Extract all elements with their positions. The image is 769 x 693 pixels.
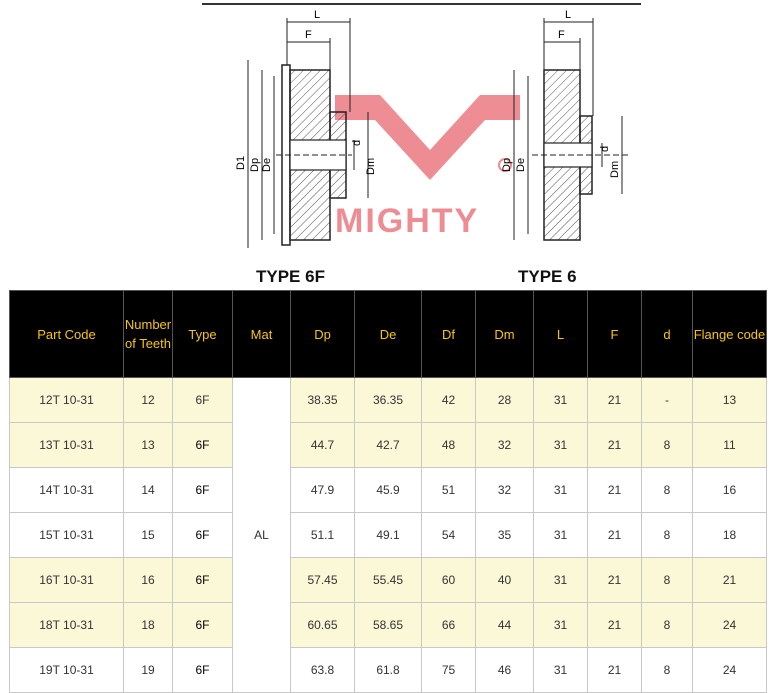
cell-dp: 63.8	[291, 648, 355, 693]
cell-part-code: 15T 10-31	[10, 513, 124, 558]
dim-f-6: F	[558, 29, 565, 41]
cell-teeth: 12	[124, 378, 173, 423]
dim-d1-6f: D1	[235, 155, 247, 170]
technical-drawing	[0, 0, 769, 290]
cell-f: 21	[588, 513, 642, 558]
cell-flange-code: 18	[693, 513, 767, 558]
header-mat: Mat	[233, 291, 291, 378]
cell-part-code: 16T 10-31	[10, 558, 124, 603]
cell-df: 42	[422, 378, 476, 423]
table-row	[10, 468, 767, 513]
cell-type: 6F	[173, 603, 233, 648]
cell-dm: 35	[476, 513, 534, 558]
table-row	[10, 423, 767, 468]
header-de: De	[355, 291, 422, 378]
cell-d: 8	[642, 513, 693, 558]
cell-flange-code: 13	[693, 378, 767, 423]
cell-df: 51	[422, 468, 476, 513]
cell-f: 21	[588, 603, 642, 648]
cell-part-code: 14T 10-31	[10, 468, 124, 513]
cell-dm: 32	[476, 423, 534, 468]
dim-de-6f: De	[261, 157, 273, 172]
cell-mat: AL	[233, 378, 291, 693]
cell-part-code: 12T 10-31	[10, 378, 124, 423]
header-number-of-teeth: Number of Teeth	[124, 291, 173, 378]
cell-teeth: 14	[124, 468, 173, 513]
cell-de: 61.8	[355, 648, 422, 693]
cell-d: 8	[642, 558, 693, 603]
cell-part-code: 13T 10-31	[10, 423, 124, 468]
type-6f-label: TYPE 6F	[256, 267, 325, 286]
cell-de: 49.1	[355, 513, 422, 558]
dim-l-6f: L	[314, 9, 321, 21]
cell-dm: 44	[476, 603, 534, 648]
cell-l: 31	[534, 423, 588, 468]
header-d: d	[642, 291, 693, 378]
cell-l: 31	[534, 468, 588, 513]
cell-l: 31	[534, 648, 588, 693]
cell-flange-code: 21	[693, 558, 767, 603]
header-dm: Dm	[476, 291, 534, 378]
cell-de: 55.45	[355, 558, 422, 603]
cell-type: 6F	[173, 423, 233, 468]
cell-flange-code: 24	[693, 603, 767, 648]
dim-dp-6: Dp	[501, 157, 513, 172]
cell-f: 21	[588, 423, 642, 468]
table-header-row	[10, 291, 767, 378]
cell-l: 31	[534, 378, 588, 423]
dim-dp-6f: Dp	[249, 157, 261, 172]
cell-teeth: 18	[124, 603, 173, 648]
watermark-text: MIGHTY	[335, 202, 480, 240]
table-row	[10, 558, 767, 603]
cell-df: 48	[422, 423, 476, 468]
cell-de: 36.35	[355, 378, 422, 423]
cell-f: 21	[588, 378, 642, 423]
cell-l: 31	[534, 603, 588, 648]
table-row	[10, 603, 767, 648]
cell-dm: 46	[476, 648, 534, 693]
cell-dm: 40	[476, 558, 534, 603]
cell-d: 8	[642, 648, 693, 693]
cell-f: 21	[588, 558, 642, 603]
cell-type: 6F	[173, 468, 233, 513]
cell-f: 21	[588, 468, 642, 513]
watermark-logo	[335, 95, 520, 240]
table-row	[10, 378, 767, 423]
table-row	[10, 648, 767, 693]
cell-f: 21	[588, 648, 642, 693]
dim-dm-6: Dm	[609, 160, 621, 178]
header-type: Type	[173, 291, 233, 378]
cell-teeth: 13	[124, 423, 173, 468]
dim-de-6: De	[515, 157, 527, 172]
dim-l-6: L	[565, 9, 572, 21]
cell-type: 6F	[173, 513, 233, 558]
cell-df: 75	[422, 648, 476, 693]
header-df: Df	[422, 291, 476, 378]
cell-teeth: 19	[124, 648, 173, 693]
type-6-pulley	[501, 9, 630, 240]
header-part-code: Part Code	[10, 291, 124, 378]
cell-type: 6F	[173, 558, 233, 603]
cell-d: -	[642, 378, 693, 423]
cell-de: 58.65	[355, 603, 422, 648]
cell-dp: 38.35	[291, 378, 355, 423]
cell-dm: 28	[476, 378, 534, 423]
header-l: L	[534, 291, 588, 378]
cell-d: 8	[642, 423, 693, 468]
cell-teeth: 15	[124, 513, 173, 558]
cell-part-code: 18T 10-31	[10, 603, 124, 648]
cell-teeth: 16	[124, 558, 173, 603]
table-row	[10, 513, 767, 558]
cell-de: 42.7	[355, 423, 422, 468]
cell-dp: 57.45	[291, 558, 355, 603]
dim-f-6f: F	[305, 29, 312, 41]
cell-l: 31	[534, 513, 588, 558]
dim-dm-6f: Dm	[365, 157, 377, 175]
cell-type: 6F	[173, 378, 233, 423]
cell-d: 8	[642, 603, 693, 648]
dim-d-6: d	[599, 145, 611, 152]
cell-df: 66	[422, 603, 476, 648]
cell-dp: 47.9	[291, 468, 355, 513]
cell-dp: 44.7	[291, 423, 355, 468]
pulley-drawing	[0, 0, 769, 290]
cell-l: 31	[534, 558, 588, 603]
spec-table	[9, 290, 767, 693]
cell-flange-code: 16	[693, 468, 767, 513]
cell-df: 54	[422, 513, 476, 558]
header-f: F	[588, 291, 642, 378]
cell-flange-code: 11	[693, 423, 767, 468]
header-dp: Dp	[291, 291, 355, 378]
cell-part-code: 19T 10-31	[10, 648, 124, 693]
cell-type: 6F	[173, 648, 233, 693]
cell-df: 60	[422, 558, 476, 603]
cell-d: 8	[642, 468, 693, 513]
type-6-label: TYPE 6	[518, 267, 577, 286]
dim-d-6f: d	[351, 139, 363, 146]
cell-dp: 51.1	[291, 513, 355, 558]
cell-de: 45.9	[355, 468, 422, 513]
cell-flange-code: 24	[693, 648, 767, 693]
header-flange-code: Flange code	[693, 291, 767, 378]
cell-dp: 60.65	[291, 603, 355, 648]
cell-dm: 32	[476, 468, 534, 513]
